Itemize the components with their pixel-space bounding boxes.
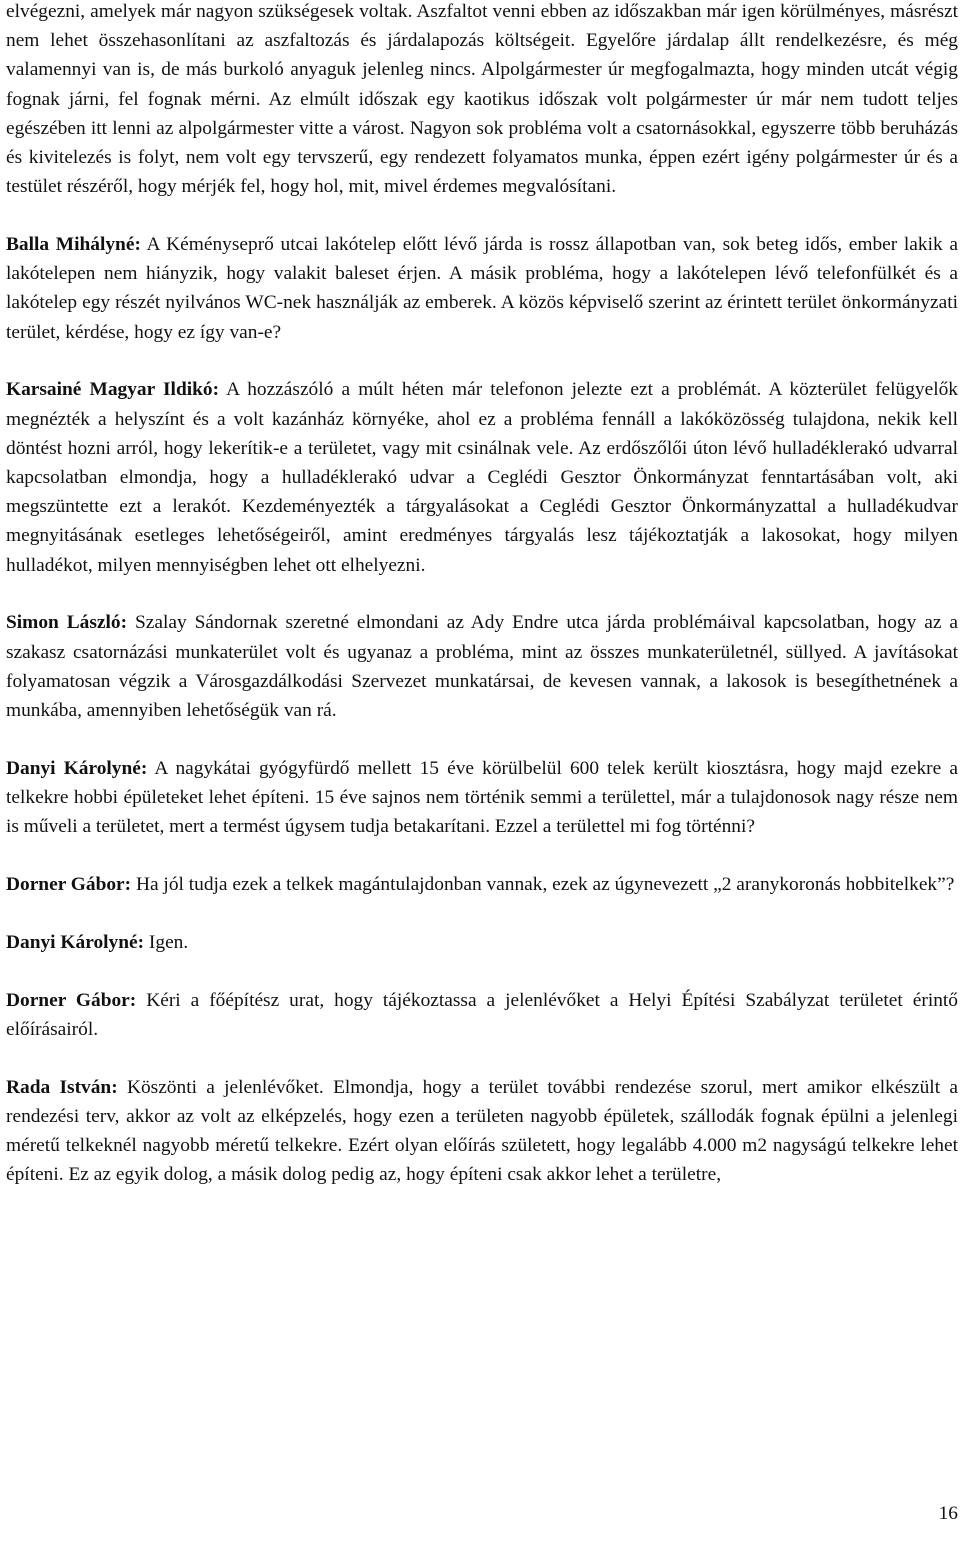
speaker-name: Karsainé Magyar Ildikó: (6, 379, 220, 401)
speaker-name: Balla Mihályné: (6, 234, 141, 256)
speaker-name: Simon László: (6, 612, 128, 634)
speaker-paragraph (6, 928, 958, 957)
document-page (6, 0, 958, 1189)
speaker-text: Ha jól tudja ezek a telkek magántulajdonban vannak, ezek az úgynevezett „2 aranykoronás hobbitelkek”? (131, 874, 955, 896)
page-number: 16 (938, 1503, 958, 1524)
speaker-text: Szalay Sándornak szeretné elmondani az Ady Endre utca járda problémáival kapcsolatban, hogy az a szakasz csatornázási munkaterület volt és ugyanaz a probléma, mint az összes munkaterületnél, süllyed. A javításokat folyamatosan végzik a Városgazdálkodási Szervezet munkatársai, de kevesen vannak, a lakosok is besegíthetnének a munkába, amennyiben lehetőségük van rá. (6, 612, 958, 722)
speaker-paragraph (6, 608, 958, 725)
speaker-paragraph (6, 230, 958, 347)
speaker-text: A hozzászóló a múlt héten már telefonon jelezte ezt a problémát. A közterület felügyelők megnézték a helyszínt és a volt kazánház környéke, ahol ez a probléma fennáll a lakóközösség tulajdona, nekik kell döntést hozni arról, hogy lekerítik-e a területet, vagy mit csinálnak vele. Az erdőszőlői úton lévő hulladéklerakó udvarral kapcsolatban elmondja, hogy a hulladéklerakó udvar a Ceglédi Gesztor Önkormányzat fenntartásában volt, aki megszüntette ezt a lerakót. Kezdeményezték a tárgyalásokat a Ceglédi Gesztor Önkormányzattal a hulladékudvar megnyitásának esetleges lehetőségeiről, amint eredményes tárgyalás lesz tájékoztatják a lakosokat, hogy milyen hulladékot, milyen mennyiségben lehet ott elhelyezni. (6, 379, 958, 576)
speaker-paragraph (6, 870, 958, 899)
speaker-text: Igen. (144, 931, 189, 953)
speaker-paragraph (6, 375, 958, 579)
speaker-name: Rada István: (6, 1076, 118, 1098)
speaker-name: Danyi Károlyné: (6, 757, 148, 779)
intro-paragraph: elvégezni, amelyek már nagyon szükségesek voltak. Aszfaltot venni ebben az időszakban már igen körülményes, másrészt nem lehet összehasonlítani az aszfaltozás és járdalapozás költségeit. Egyelőre járdalap állt rendelkezésre, és még valamennyi van is, de más burkoló anyaguk jelenleg nincs. Alpolgármester úr megfogalmazta, hogy minden utcát végig fognak járni, fel fognak mérni. Az elmúlt időszak egy kaotikus időszak volt polgármester úr már nem tudott teljes egészében itt lenni az alpolgármester vitte a várost. Nagyon sok probléma volt a csatornásokkal, egyszerre több beruházás és kivitelezés is folyt, nem volt egy tervszerű, egy rendezett folyamatos munka, éppen ezért igény polgármester úr és a testület részéről, hogy mérjék fel, hogy hol, mit, mivel érdemes megvalósítani. (6, 1, 958, 198)
speaker-paragraph (6, 986, 958, 1044)
speaker-paragraph (6, 754, 958, 842)
speaker-text: Kéri a főépítész urat, hogy tájékoztassa a jelenlévőket a Helyi Építési Szabályzat területet érintő előírásairól. (6, 989, 958, 1040)
speaker-name: Dorner Gábor: (6, 989, 137, 1011)
speaker-text: A Kéményseprő utcai lakótelep előtt lévő járda is rossz állapotban van, sok beteg idős, ember lakik a lakótelepen nem hiányzik, hogy valakit baleset érjen. A másik probléma, hogy a lakótelepen lévő telefonfülkét és a lakótelep egy részét nyilvános WC-nek használják az emberek. A közös képviselő szerint az érintett terület önkormányzati terület, kérdése, hogy ez így van-e? (6, 234, 959, 343)
speaker-text: Köszönti a jelenlévőket. Elmondja, hogy a terület további rendezése szorul, mert amikor elkészült a rendezési terv, akkor az volt az elképzelés, hogy ezen a területen nagyobb épületek, szállodák fognak épülni a jelenlegi méretű telkeknél nagyobb méretű telkekre. Ezért olyan előírás született, hogy legalább 4.000 m2 nagyságú telkekre lehet építeni. Ez az egyik dolog, a másik dolog pedig az, hogy építeni csak akkor lehet a területre, (6, 1076, 958, 1186)
speaker-name: Danyi Károlyné: (6, 931, 145, 953)
speaker-paragraph (6, 1073, 958, 1190)
speaker-text: A nagykátai gyógyfürdő mellett 15 éve körülbelül 600 telek került kiosztásra, hogy majd ezekre a telkekre hobbi épületeket lehet építeni. 15 éve sajnos nem történik semmi a területtel, már a tulajdonosok nagy része nem is műveli a területet, mert a termést úgysem tudja betakarítani. Ezzel a területtel mi fog történni? (6, 757, 958, 838)
speaker-name: Dorner Gábor: (6, 874, 132, 896)
